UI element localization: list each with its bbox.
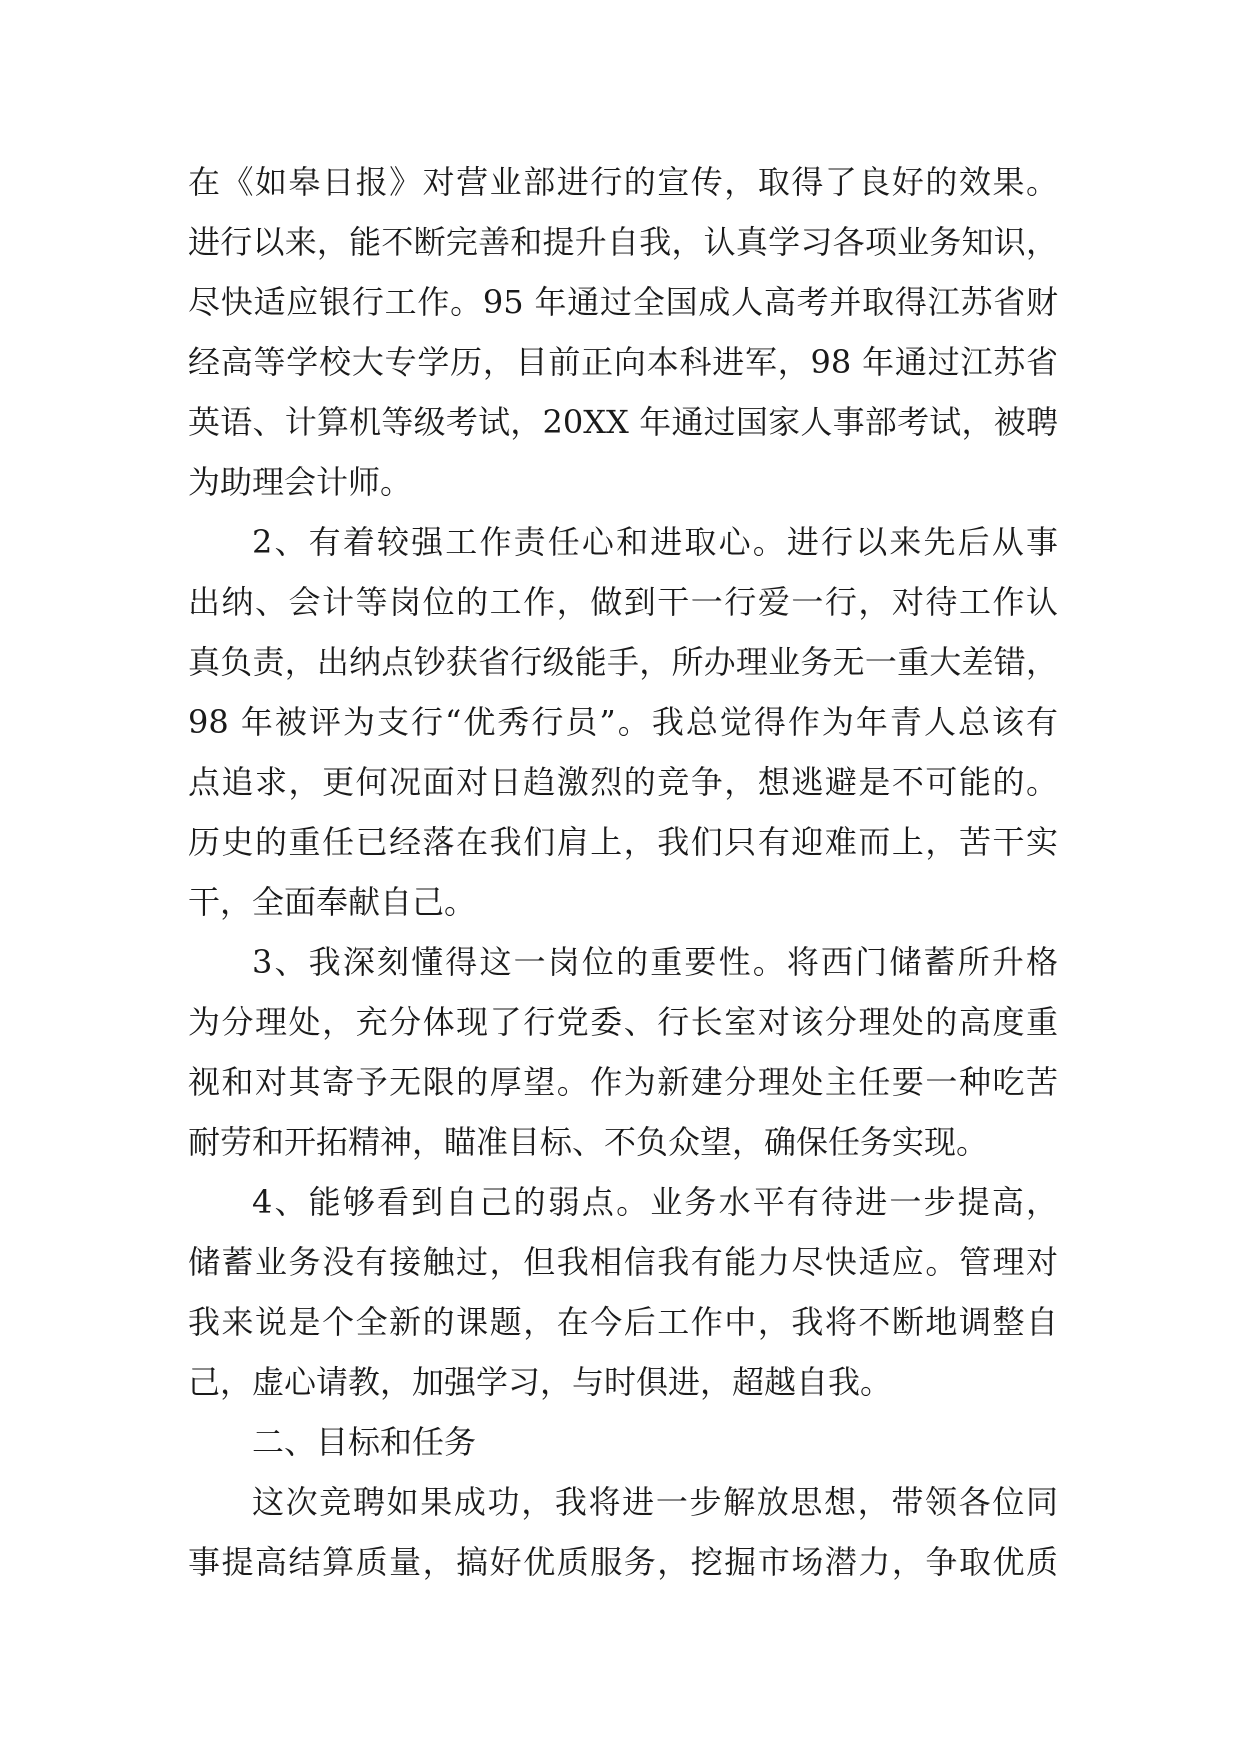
text-line: 己，虚心请教，加强学习，与时俱进，超越自我。 [188, 1363, 893, 1401]
text-line: 经高等学校大专学历，目前正向本科进军，98 年通过江苏省 [188, 343, 1058, 381]
text-line: 真负责，出纳点钞获省行级能手，所办理业务无一重大差错， [188, 643, 1058, 681]
text-line: 储蓄业务没有接触过，但我相信我有能力尽快适应。管理对 [188, 1243, 1058, 1281]
text-line: 点追求，更何况面对日趋激烈的竞争，想逃避是不可能的。 [188, 763, 1058, 801]
text-line: 进行以来，能不断完善和提升自我，认真学习各项业务知识， [188, 223, 1058, 261]
text-line: 事提高结算质量，搞好优质服务，挖掘市场潜力，争取优质 [188, 1543, 1058, 1581]
text-line: 耐劳和开拓精神，瞄准目标、不负众望，确保任务实现。 [188, 1123, 989, 1161]
text-line: 历史的重任已经落在我们肩上，我们只有迎难而上，苦干实 [188, 823, 1058, 861]
text-line: 这次竞聘如果成功，我将进一步解放思想，带领各位同 [252, 1483, 1058, 1521]
text-line: 英语、计算机等级考试，20XX 年通过国家人事部考试，被聘 [188, 403, 1058, 441]
document-body [188, 152, 1058, 1592]
text-line: 尽快适应银行工作。95 年通过全国成人高考并取得江苏省财 [188, 283, 1058, 321]
text-line: 视和对其寄予无限的厚望。作为新建分理处主任要一种吃苦 [188, 1063, 1058, 1101]
text-line: 98 年被评为支行“优秀行员”。我总觉得作为年青人总该有 [188, 703, 1058, 741]
text-line: 2、有着较强工作责任心和进取心。进行以来先后从事 [252, 523, 1058, 561]
text-line: 4、能够看到自己的弱点。业务水平有待进一步提高， [252, 1183, 1058, 1221]
text-line: 在《如皋日报》对营业部进行的宣传，取得了良好的效果。 [188, 163, 1058, 201]
text-line: 为分理处，充分体现了行党委、行长室对该分理处的高度重 [188, 1003, 1058, 1041]
text-line: 3、我深刻懂得这一岗位的重要性。将西门储蓄所升格 [252, 943, 1058, 981]
text-line: 出纳、会计等岗位的工作，做到干一行爱一行，对待工作认 [188, 583, 1058, 621]
text-line: 我来说是个全新的课题，在今后工作中，我将不断地调整自 [188, 1303, 1058, 1341]
text-line: 为助理会计师。 [188, 463, 413, 501]
text-line: 二、目标和任务 [252, 1423, 477, 1461]
text-line: 干，全面奉献自己。 [188, 883, 477, 921]
